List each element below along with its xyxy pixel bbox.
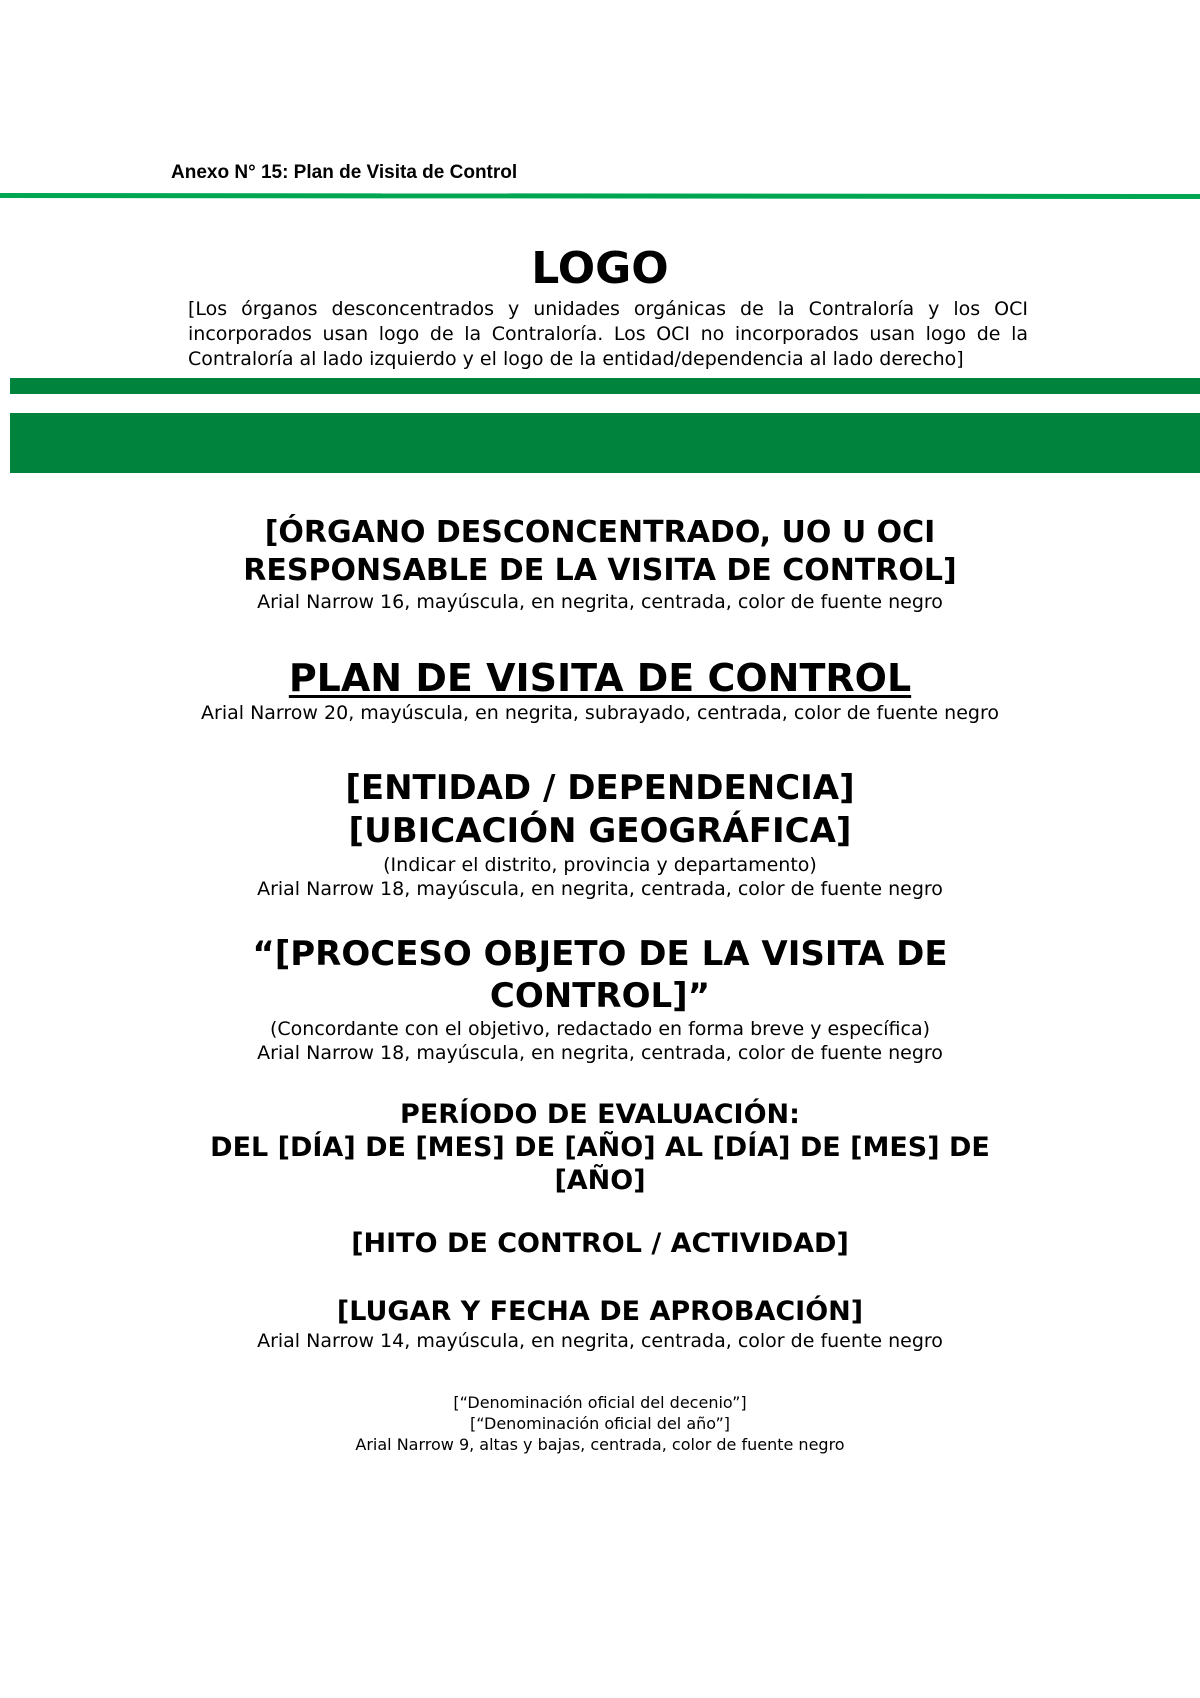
organo-line-2: RESPONSABLE DE LA VISITA DE CONTROL] (243, 553, 957, 588)
proceso-hint: (Concordante con el objetivo, redactado en forma breve y específica) (269, 1018, 931, 1040)
denominacion-format-note: Arial Narrow 9, altas y bajas, centrada, color de fuente negro (355, 1435, 845, 1454)
entidad-hint: (Indicar el distrito, provincia y departamento) (383, 854, 817, 876)
plan-format-note: Arial Narrow 20, mayúscula, en negrita, subrayado, centrada, color de fuente negro (201, 702, 999, 724)
entidad-line-2: [UBICACIÓN GEOGRÁFICA] (348, 811, 852, 851)
header-rule (0, 193, 1200, 200)
proceso-line-2: CONTROL]” (489, 976, 711, 1016)
lugar-line: [LUGAR Y FECHA DE APROBACIÓN] (336, 1296, 864, 1327)
entidad-section (0, 767, 1200, 901)
lugar-section (0, 1295, 1200, 1353)
green-band-thin (10, 378, 1200, 394)
periodo-line-3: [AÑO] (554, 1165, 646, 1196)
denominacion-decenio: [“Denominación oficial del decenio”] (453, 1393, 747, 1412)
proceso-line-1: “[PROCESO OBJETO DE LA VISITA DE (252, 934, 948, 974)
green-band-thick (10, 413, 1200, 473)
denominacion-anio: [“Denominación oficial del año”] (469, 1414, 731, 1433)
logo-note: [Los órganos desconcentrados y unidades orgánicas de la Contraloría y los OCI incorporados usan logo de la Contraloría. Los OCI no incorporados usan logo de la Contraloría al lado izquierdo y el logo de la entidad/dependencia al lado derecho] (188, 298, 1028, 370)
plan-section (0, 655, 1200, 725)
organo-section (0, 514, 1200, 614)
periodo-line-2: DEL [DÍA] DE [MES] DE [AÑO] AL [DÍA] DE [MES] DE (210, 1132, 990, 1163)
logo-placeholder: LOGO (531, 243, 669, 294)
hito-section (0, 1227, 1200, 1261)
periodo-section (0, 1098, 1200, 1197)
annex-title: Anexo N° 15: Plan de Visita de Control (171, 162, 518, 183)
organo-format-note: Arial Narrow 16, mayúscula, en negrita, centrada, color de fuente negro (257, 591, 943, 613)
periodo-line-1: PERÍODO DE EVALUACIÓN: (400, 1099, 800, 1130)
plan-title: PLAN DE VISITA DE CONTROL (288, 656, 912, 700)
organo-line-1: [ÓRGANO DESCONCENTRADO, UO U OCI (264, 515, 936, 550)
denominacion-section (0, 1392, 1200, 1455)
entidad-line-1: [ENTIDAD / DEPENDENCIA] (345, 768, 855, 808)
lugar-format-note: Arial Narrow 14, mayúscula, en negrita, centrada, color de fuente negro (257, 1330, 943, 1352)
entidad-format-note: Arial Narrow 18, mayúscula, en negrita, centrada, color de fuente negro (257, 878, 943, 900)
proceso-format-note: Arial Narrow 18, mayúscula, en negrita, centrada, color de fuente negro (257, 1042, 943, 1064)
hito-line: [HITO DE CONTROL / ACTIVIDAD] (351, 1228, 849, 1259)
proceso-section (0, 933, 1200, 1065)
